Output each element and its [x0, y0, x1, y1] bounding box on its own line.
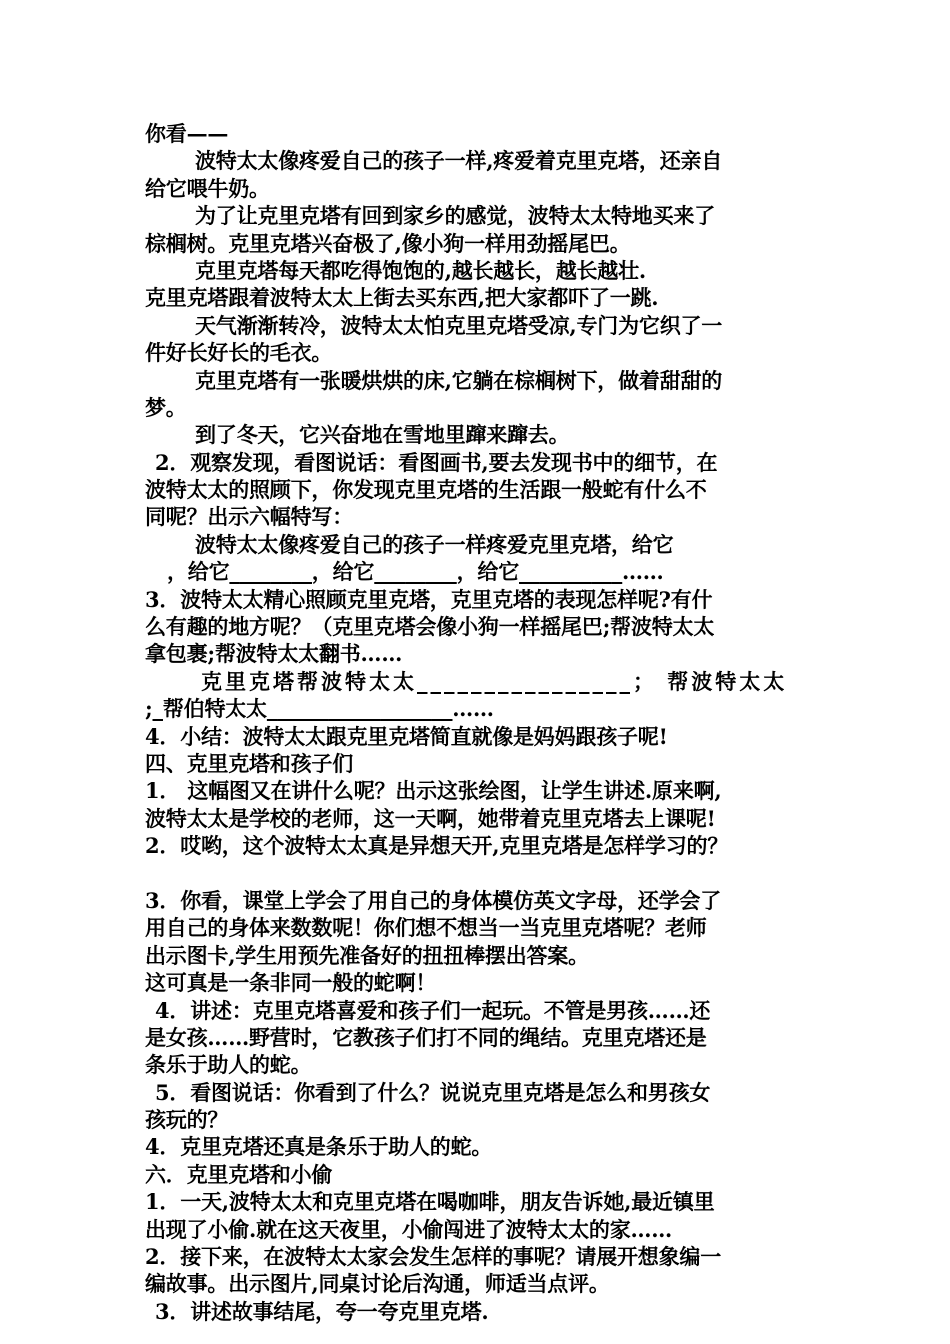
text-line: 4．克里克塔还真是条乐于助人的蛇。 — [145, 1134, 493, 1160]
text-line: 1． 这幅图又在讲什么呢？出示这张绘图，让学生讲述.原来啊, — [145, 778, 722, 804]
text-line: 1．一天,波特太太和克里克塔在喝咖啡，朋友告诉她,最近镇里 — [145, 1189, 715, 1215]
text-line: 条乐于助人的蛇。 — [145, 1052, 312, 1078]
text-line: 用自己的身体来数数呢！你们想不想当一当克里克塔呢？老师 — [145, 915, 707, 941]
text-line: 波特太太的照顾下，你发现克里克塔的生活跟一般蛇有什么不 — [145, 477, 707, 503]
text-line: 4．小结：波特太太跟克里克塔简直就像是妈妈跟孩子呢! — [145, 723, 668, 749]
text-line: 2．接下来，在波特太太家会发生怎样的事呢？请展开想象编一 — [145, 1244, 722, 1270]
text-line: 出示图卡,学生用预先准备好的扭扭棒摆出答案。 — [145, 942, 589, 968]
text-line: 克里克塔跟着波特太太上街去买东西,把大家都吓了一跳. — [145, 285, 659, 311]
text-line: 是女孩……野营时，它教孩子们打不同的绳结。克里克塔还是 — [145, 1024, 707, 1050]
text-line: 波特太太是学校的老师，这一天啊，她带着克里克塔去上课呢! — [145, 805, 716, 831]
text-line: 为了让克里克塔有回到家乡的感觉，波特太太特地买来了 — [195, 203, 715, 229]
text-line: 么有趣的地方呢？（克里克塔会像小狗一样摇尾巴;帮波特太太 — [145, 614, 715, 640]
text-line: 2．观察发现，看图说话：看图画书,要去发现书中的细节，在 — [155, 449, 718, 475]
text-line: 3．讲述故事结尾，夸一夸克里克塔. — [155, 1298, 489, 1324]
text-line: 克里克塔帮波特太太________________； 帮波特太太 — [201, 668, 788, 694]
text-line: 这可真是一条非同一般的蛇啊！ — [145, 970, 437, 996]
text-line: 2．哎哟，这个波特太太真是异想天开,克里克塔是怎样学习的？ — [145, 833, 729, 859]
text-line: 梦。 — [145, 394, 187, 420]
document-body — [145, 120, 825, 1325]
text-line: 克里克塔有一张暖烘烘的床,它躺在棕榈树下，做着甜甜的 — [195, 367, 723, 393]
text-line: 六．克里克塔和小偷 — [145, 1161, 333, 1187]
text-line: 天气渐渐转冷，波特太太怕克里克塔受凉,专门为它织了一 — [195, 312, 723, 338]
text-line: 给它喂牛奶。 — [145, 175, 270, 201]
text-line: 棕榈树。克里克塔兴奋极了,像小狗一样用劲摇尾巴。 — [145, 230, 631, 256]
text-line: 3．你看，课堂上学会了用自己的身体模仿英文字母，还学会了 — [145, 887, 722, 913]
text-line: 5．看图说话：你看到了什么？说说克里克塔是怎么和男孩女 — [155, 1079, 711, 1105]
text-line: 波特太太像疼爱自己的孩子一样疼爱克里克塔，给它 — [195, 531, 674, 557]
text-line: ;_帮伯特太太__________________…… — [145, 696, 494, 722]
text-line: 拿包裹;帮波特太太翻书…… — [145, 641, 403, 667]
text-line: 孩玩的？ — [145, 1107, 229, 1133]
text-line: 编故事。出示图片,同桌讨论后沟通，师适当点评。 — [145, 1271, 610, 1297]
text-line: 件好长好长的毛衣。 — [145, 340, 333, 366]
text-line: 3．波特太太精心照顾克里克塔，克里克塔的表现怎样呢?有什 — [145, 586, 713, 612]
text-line: 克里克塔每天都吃得饱饱的,越长越长，越长越壮. — [195, 257, 647, 283]
text-line: 到了冬天，它兴奋地在雪地里蹿来蹿去。 — [195, 422, 570, 448]
text-line: 四、克里克塔和孩子们 — [145, 750, 353, 776]
text-line: 出现了小偷.就在这天夜里，小偷闯进了波特太太的家…… — [145, 1216, 673, 1242]
text-line: ，给它________，给它________，给它__________…… — [167, 559, 664, 585]
text-line: 同呢？出示六幅特写： — [145, 504, 353, 530]
text-line: 你看—— — [145, 121, 229, 146]
text-line: 4．讲述：克里克塔喜爱和孩子们一起玩。不管是男孩……还 — [155, 997, 711, 1023]
text-line — [145, 860, 825, 887]
text-line: 波特太太像疼爱自己的孩子一样,疼爱着克里克塔，还亲自 — [195, 148, 723, 174]
